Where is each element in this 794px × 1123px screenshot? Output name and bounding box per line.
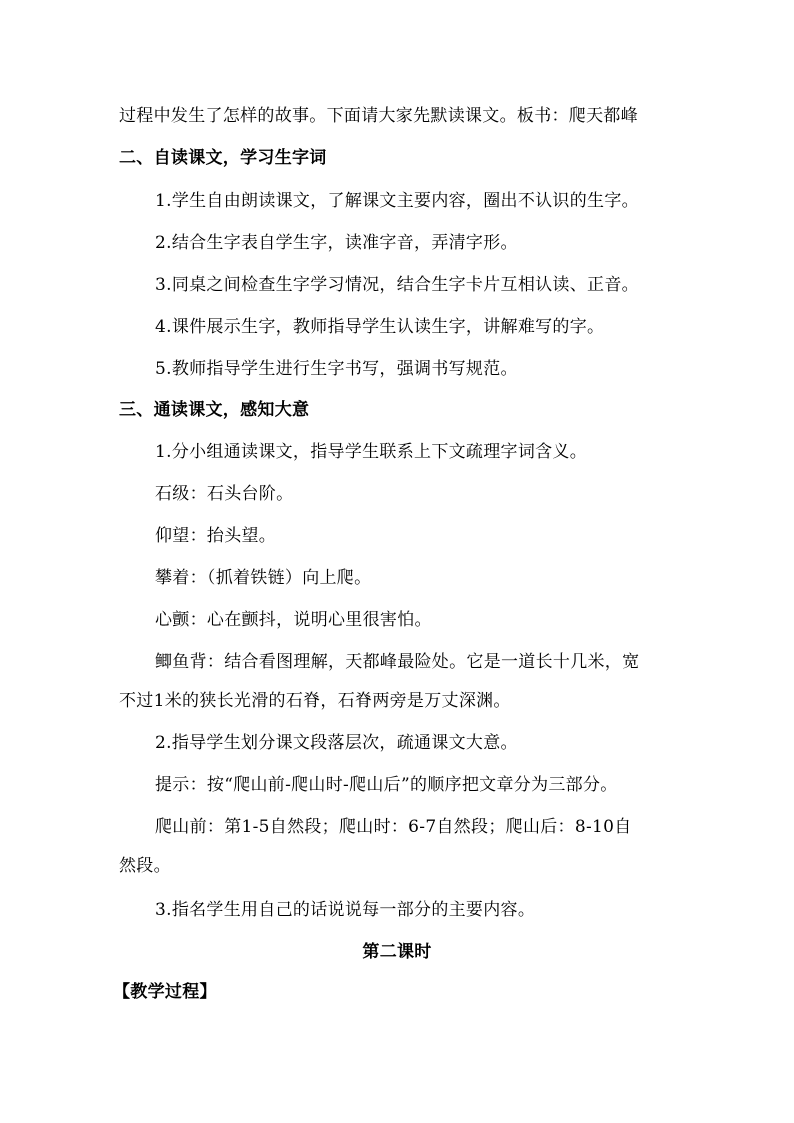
vocab-jiyubei-line-2: 不过1米的狭长光滑的石脊，石脊两旁是万丈深渊。 [119,691,511,711]
structure-hint: 提示：按“爬山前-爬山时-爬山后”的顺序把文章分为三部分。 [155,775,618,795]
section-3-heading: 三、通读课文，感知大意 [119,400,310,420]
section-2-item-5: 5.教师指导学生进行生字书写，强调书写规范。 [155,359,518,379]
vocab-xinchan: 心颤：心在颤抖，说明心里很害怕。 [155,610,432,630]
section-2-item-2: 2.结合生字表自学生字，读准字音，弄清字形。 [155,233,518,253]
vocab-panzhe: 攀着：（抓着铁链）向上爬。 [155,568,372,588]
section-3-item-3: 3.指名学生用自己的话说说每一部分的主要内容。 [155,900,536,920]
parts-line-1: 爬山前：第1-5自然段；爬山时：6-7自然段；爬山后：8-10自 [155,817,632,837]
teaching-process-heading: 【教学过程】 [113,982,217,1002]
vocab-shiji: 石级：石头台阶。 [155,484,294,504]
section-2-item-1: 1.学生自由朗读课文，了解课文主要内容，圈出不认识的生字。 [155,191,639,211]
section-3-item-1: 1.分小组通读课文，指导学生联系上下文疏理字词含义。 [155,442,588,462]
lesson-title: 第二课时 [362,942,432,962]
section-2-heading: 二、自读课文，学习生字词 [119,148,327,168]
vocab-jiyubei-line-1: 鲫鱼背：结合看图理解，天都峰最险处。它是一道长十几米，宽 [155,652,640,672]
section-2-item-3: 3.同桌之间检查生字学习情况，结合生字卡片互相认读、正音。 [155,275,639,295]
vocab-yangwang: 仰望：抬头望。 [155,526,277,546]
intro-line: 过程中发生了怎样的故事。下面请大家先默读课文。板书：爬天都峰 [119,106,638,126]
parts-line-2: 然段。 [119,856,171,876]
section-3-item-2: 2.指导学生划分课文段落层次，疏通课文大意。 [155,733,518,753]
section-2-item-4: 4.课件展示生字，教师指导学生认读生字，讲解难写的字。 [155,317,605,337]
